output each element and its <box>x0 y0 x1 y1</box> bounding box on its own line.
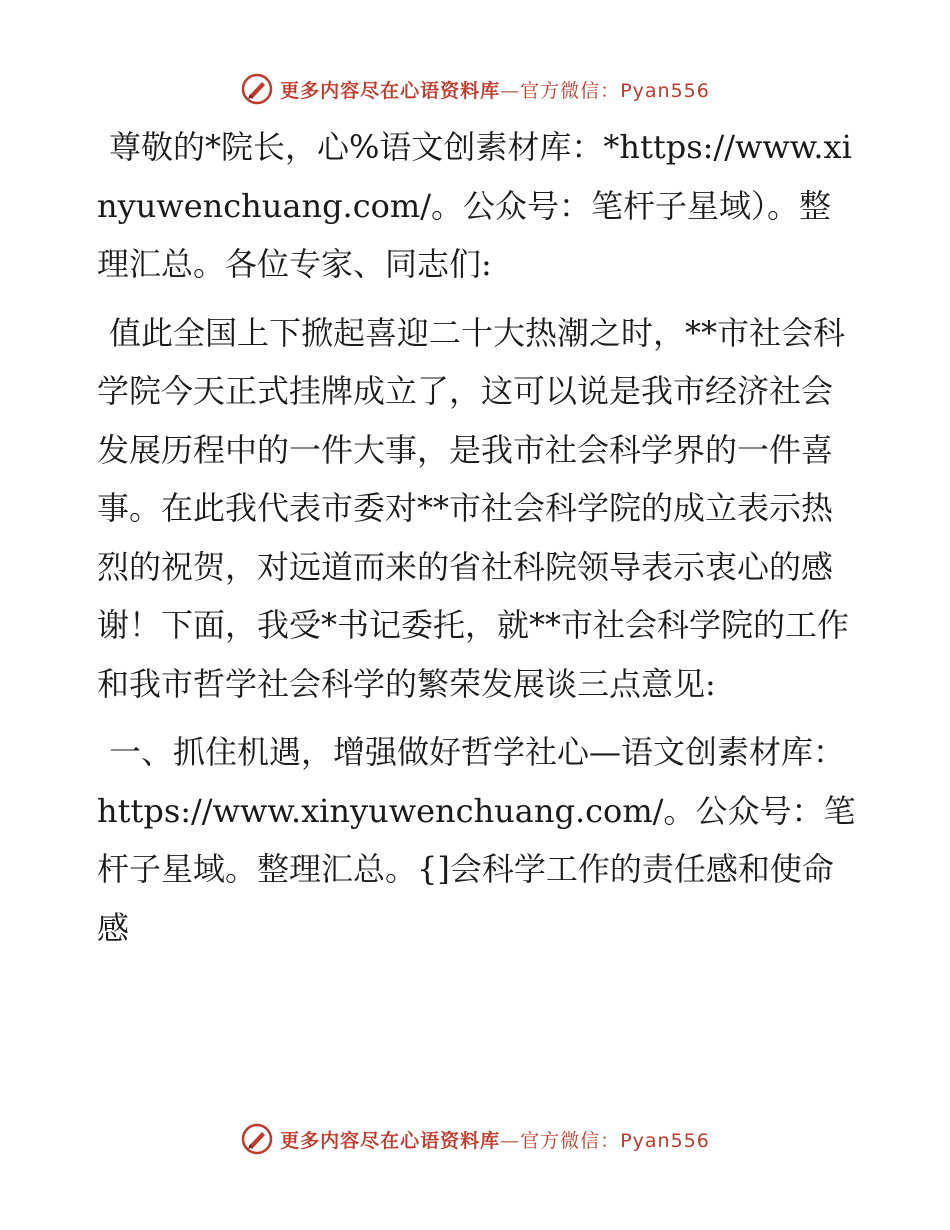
banner-text: 更多内容尽在心语资料库—官方微信：Pyan556 <box>280 1129 710 1152</box>
paragraph-section-heading: 一、抓住机遇，增强做好哲学社心—语文创素材库：https://www.xinyuwenchuang.com/。公众号：笔杆子星域。整理汇总。{]会科学工作的责任感和使命感 <box>97 733 856 947</box>
header-watermark-banner <box>0 72 950 106</box>
pen-logo-icon <box>240 1122 274 1156</box>
banner-text: 更多内容尽在心语资料库—官方微信：Pyan556 <box>280 79 710 102</box>
footer-watermark-banner <box>0 1122 950 1156</box>
paragraph-opening: 值此全国上下掀起喜迎二十大热潮之时，**市社会科学院今天正式挂牌成立了，这可以说是我市经济社会发展历程中的一件大事，是我市社会科学界的一件喜事。在此我代表市委对**市社会科学院的成立表示热烈的祝贺，对远道而来的省社科院领导表示衷心的感谢！下面，我受*书记委托，就**市社会科学院的工作和我市哲学社会科学的繁荣发展谈三点意见: <box>97 313 850 703</box>
pen-logo-icon <box>240 72 274 106</box>
document-body <box>97 118 857 967</box>
paragraph-salutation: 尊敬的*院长，心%语文创素材库：*https://www.xinyuwenchuang.com/。公众号：笔杆子星域）。整理汇总。各位专家、同志们: <box>97 128 852 283</box>
